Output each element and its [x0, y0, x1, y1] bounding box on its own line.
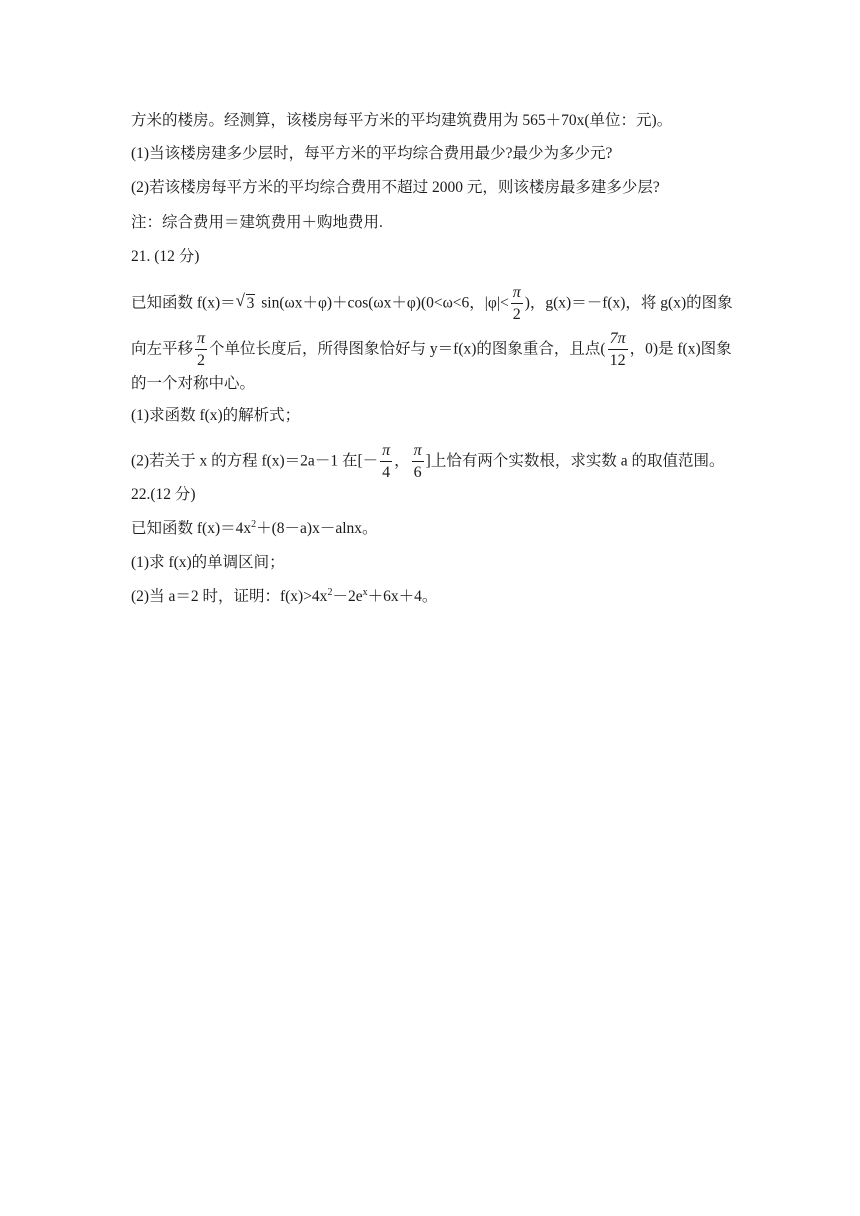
- q21-p2-text-c: ]上恰有两个实数根，求实数 a 的取值范围。: [425, 452, 725, 470]
- fraction-denominator: 12: [608, 349, 628, 369]
- fraction-pi-over-2: [511, 285, 523, 323]
- q22-p2-exponent-1: 2: [327, 587, 333, 598]
- q20-part-1: (1)当该楼房建多少层时，每平方米的平均综合费用最少?最少为多少元?: [131, 145, 613, 162]
- fraction-denominator: 2: [195, 349, 207, 369]
- q20-note: 注：综合费用＝建筑费用＋购地费用.: [131, 214, 383, 231]
- sqrt-three: [235, 290, 256, 315]
- q21-l2-text-a: 向左平移: [131, 340, 194, 358]
- fraction-numerator: π: [382, 442, 391, 459]
- q20-text-line-1: 方米的楼房。经测算，该楼房每平方米的平均建筑费用为 565＋70x(单位：元)。: [131, 112, 673, 129]
- q21-part-1: (1)求函数 f(x)的解析式；: [131, 407, 301, 424]
- fraction-numerator: π: [413, 442, 422, 459]
- fraction-numerator: 7π: [609, 330, 626, 347]
- fraction-denominator: 2: [511, 303, 523, 323]
- q21-statement-line-2: [131, 331, 732, 369]
- q21-l2-text-b: 个单位长度后，所得图象恰好与 y＝f(x)的图象重合，且点(: [209, 340, 606, 358]
- fraction-numerator: π: [512, 284, 521, 301]
- q21-p2-text-a: (2)若关于 x 的方程 f(x)＝2a－1 在[－: [131, 452, 379, 470]
- q21-l1-text-a: 已知函数 f(x)＝: [131, 294, 236, 312]
- q21-header: 21. (12 分): [131, 248, 200, 265]
- q22-part-1: (1)求 f(x)的单调区间；: [131, 554, 285, 571]
- q22-l1-text-b: ＋(8－a)x－alnx。: [256, 520, 378, 537]
- fraction-7pi-over-12: [608, 331, 628, 369]
- q22-part-2: [131, 586, 732, 608]
- q22-header: 22.(12 分): [131, 486, 196, 503]
- q21-statement-line-1: [131, 285, 732, 323]
- fraction-numerator: π: [197, 330, 206, 347]
- fraction-pi-over-6: [412, 443, 424, 481]
- radicand: 3: [246, 294, 255, 312]
- fraction-denominator: 6: [412, 461, 424, 481]
- q21-part-2: [131, 443, 732, 481]
- q22-statement: [131, 518, 732, 540]
- q20-part-2: (2)若该楼房每平方米的平均综合费用不超过 2000 元，则该楼房最多建多少层?: [131, 179, 660, 196]
- q22-l1-exponent: 2: [251, 519, 257, 530]
- fraction-pi-over-2-b: [195, 331, 207, 369]
- q21-statement-line-3: 的一个对称中心。: [131, 375, 256, 392]
- fraction-pi-over-4: [380, 443, 392, 481]
- fraction-denominator: 4: [380, 461, 392, 481]
- q22-l1-text-a: 已知函数 f(x)＝4x: [131, 520, 252, 537]
- q22-p2-exponent-2: x: [362, 587, 368, 598]
- radical-sign: √: [235, 290, 245, 310]
- q21-l1-text-b: sin(ωx＋φ)＋cos(ωx＋φ)(0<ω<6，|φ|<: [257, 294, 509, 312]
- q22-p2-text-c: ＋6x＋4。: [367, 588, 438, 605]
- q21-p2-text-b: ，: [394, 452, 410, 470]
- q22-p2-text-a: (2)当 a＝2 时，证明：f(x)>4x: [131, 588, 328, 605]
- q22-p2-text-b: －2e: [332, 588, 363, 605]
- q21-l2-text-c: ，0)是 f(x)图象: [629, 340, 732, 358]
- q21-l1-text-c: )，g(x)＝－f(x)，将 g(x)的图象: [524, 294, 733, 312]
